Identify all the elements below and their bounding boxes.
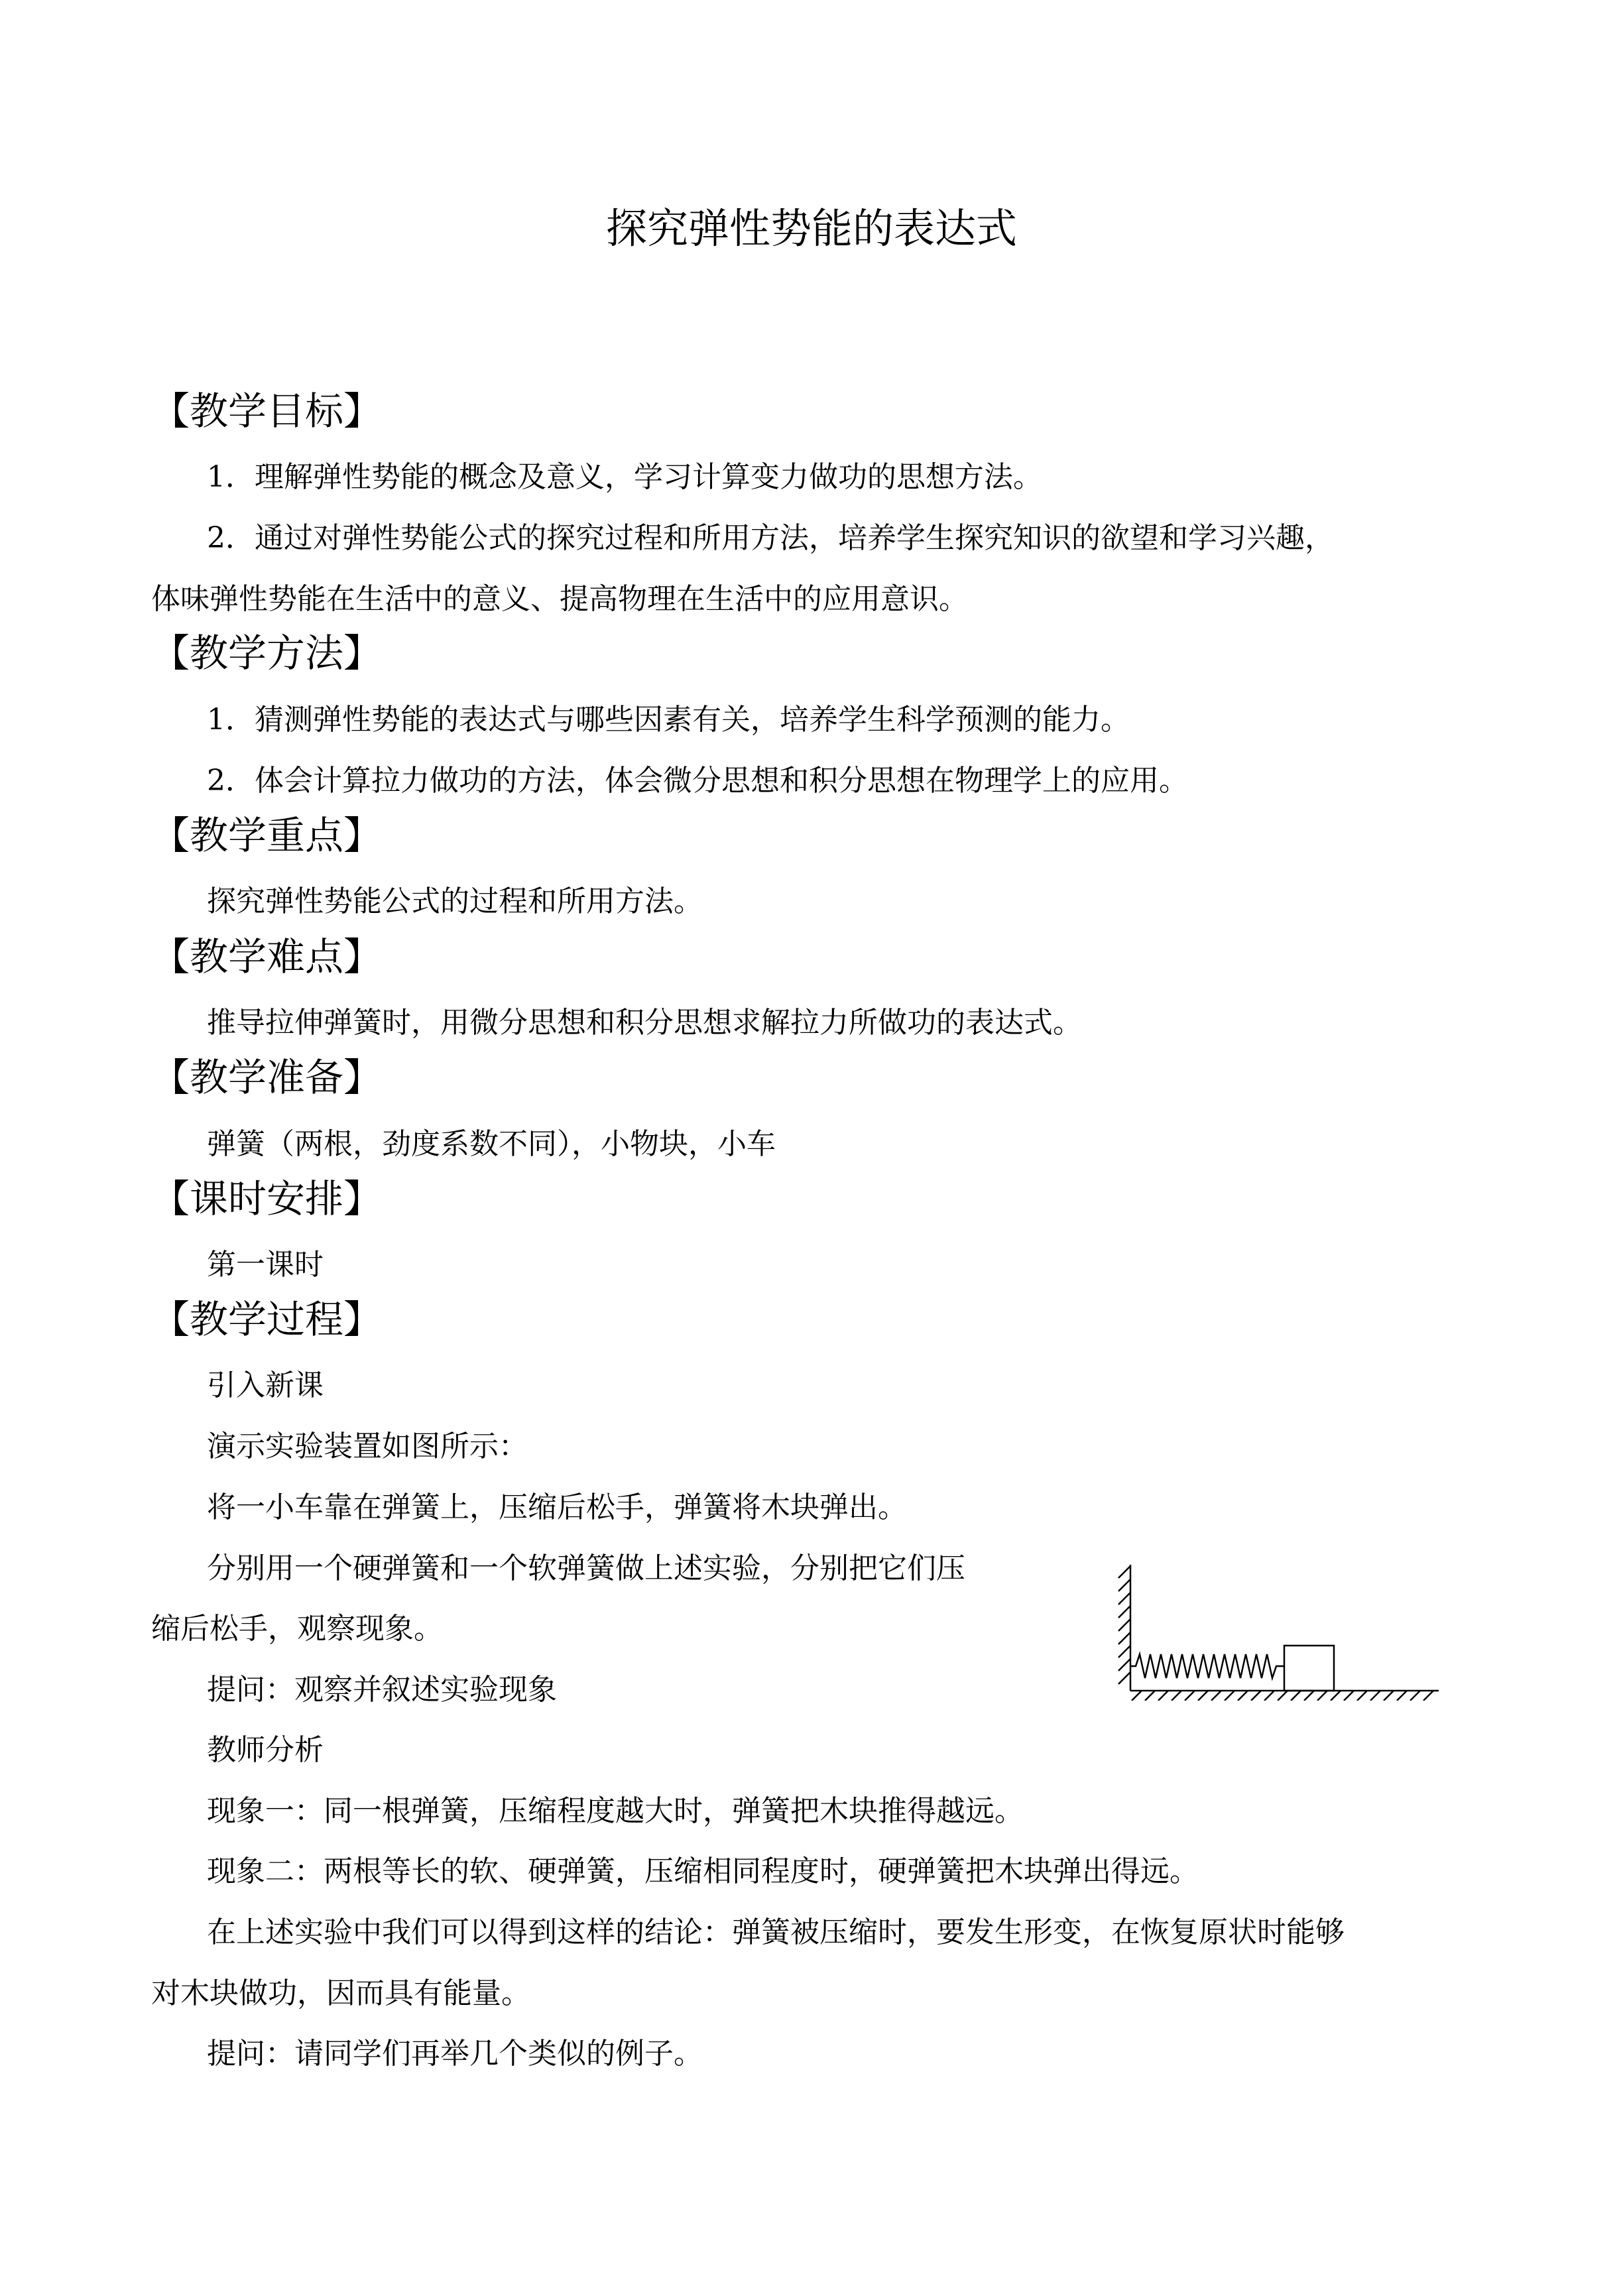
process-text-2: 演示实验装置如图所示： <box>207 1429 528 1463</box>
section-heading-key-points: 【教学重点】 <box>151 813 383 858</box>
process-text-9-line-2: 对木块做功，因而具有能量。 <box>151 1976 530 2010</box>
wall-hatching <box>1118 1566 1130 1684</box>
process-text-5: 提问：观察并叙述实验现象 <box>207 1673 557 1707</box>
objectives-item-2-line-2: 体味弹性势能在生活中的意义、提高物理在生活中的应用意识。 <box>151 582 968 616</box>
floor-hatching <box>1132 1691 1433 1701</box>
section-heading-methods: 【教学方法】 <box>151 631 383 676</box>
spring-block-diagram <box>1117 1561 1442 1701</box>
wood-block <box>1284 1646 1334 1691</box>
methods-item-2: 2．体会计算拉力做功的方法，体会微分思想和积分思想在物理学上的应用。 <box>207 764 1188 798</box>
section-heading-process: 【教学过程】 <box>151 1297 383 1342</box>
methods-item-1: 1．猜测弹性势能的表达式与哪些因素有关，培养学生科学预测的能力。 <box>207 703 1130 737</box>
preparation-text: 弹簧（两根，劲度系数不同），小物块，小车 <box>207 1127 776 1161</box>
objectives-item-2-line-1: 2．通过对弹性势能公式的探究过程和所用方法，培养学生探究知识的欲望和学习兴趣， <box>207 521 1334 555</box>
process-text-1: 引入新课 <box>207 1368 324 1402</box>
section-heading-objectives: 【教学目标】 <box>151 389 383 434</box>
difficulties-text: 推导拉伸弹簧时，用微分思想和积分思想求解拉力所做功的表达式。 <box>207 1006 1082 1040</box>
schedule-text: 第一课时 <box>207 1248 324 1282</box>
process-text-4-line-1: 分别用一个硬弹簧和一个软弹簧做上述实验，分别把它们压 <box>207 1551 965 1585</box>
section-heading-difficulties: 【教学难点】 <box>151 934 383 979</box>
process-text-4-line-2: 缩后松手，观察现象。 <box>151 1612 443 1646</box>
process-text-10: 提问：请同学们再举几个类似的例子。 <box>207 2037 703 2071</box>
process-text-8: 现象二：两根等长的软、硬弹簧，压缩相同程度时，硬弹簧把木块弹出得远。 <box>207 1854 1199 1888</box>
page-title: 探究弹性势能的表达式 <box>605 204 1017 253</box>
section-heading-preparation: 【教学准备】 <box>151 1055 383 1100</box>
key-points-text: 探究弹性势能公式的过程和所用方法。 <box>207 884 703 918</box>
objectives-item-1: 1．理解弹性势能的概念及意义，学习计算变力做功的思想方法。 <box>207 460 1042 494</box>
process-text-9-line-1: 在上述实验中我们可以得到这样的结论：弹簧被压缩时，要发生形变，在恢复原状时能够 <box>207 1915 1345 1949</box>
spring <box>1130 1654 1284 1678</box>
process-text-7: 现象一：同一根弹簧，压缩程度越大时，弹簧把木块推得越远。 <box>207 1794 1024 1828</box>
process-text-6: 教师分析 <box>207 1733 324 1767</box>
process-text-3: 将一小车靠在弹簧上，压缩后松手，弹簧将木块弹出。 <box>207 1490 907 1524</box>
section-heading-schedule: 【课时安排】 <box>151 1176 383 1221</box>
